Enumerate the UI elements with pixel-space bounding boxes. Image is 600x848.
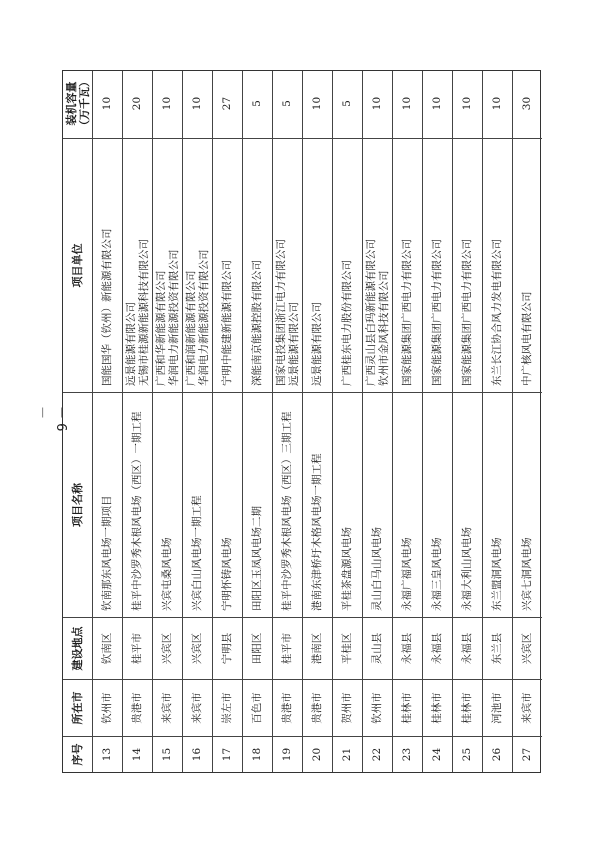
cell-city: 桂林市	[453, 679, 482, 736]
cell-city: 崇左市	[213, 679, 242, 736]
cell-project: 田阳区玉凤风电场二期	[243, 392, 272, 617]
cell-capacity: 10	[311, 96, 323, 111]
header-capacity-line1: 装机容量	[64, 81, 78, 126]
table-row	[123, 71, 153, 772]
cell-unit	[453, 138, 482, 392]
cell-capacity: 10	[431, 96, 443, 111]
unit-line: 广西灵山县白玛新能源有限公司	[364, 239, 377, 386]
cell-seq: 24	[423, 736, 452, 772]
cell-seq: 25	[453, 736, 482, 772]
table-row	[93, 71, 123, 772]
unit-line: 广西桂东电力股份有限公司	[341, 260, 353, 386]
cell-seq: 22	[363, 736, 392, 772]
table-row	[213, 71, 243, 772]
unit-line: 华润电力新能源投资有限公司	[167, 249, 180, 386]
table-row	[333, 71, 363, 772]
header-unit: 项目单位	[63, 138, 92, 392]
cell-project: 永福三皇风电场	[423, 392, 452, 617]
cell-project: 平桂茶盘源风电场	[333, 392, 362, 617]
unit-line: 远景能源有限公司	[311, 302, 323, 386]
cell-capacity: 10	[401, 96, 413, 111]
unit-line: 国能国华（钦州）新能源有限公司	[101, 228, 113, 386]
cell-seq: 16	[183, 736, 212, 772]
table-row	[423, 71, 453, 772]
cell-city: 贺州市	[333, 679, 362, 736]
cell-unit	[273, 138, 302, 392]
cell-unit	[483, 138, 512, 392]
cell-project: 钦南那东风电场一期项目	[93, 392, 122, 617]
cell-seq: 20	[303, 736, 332, 772]
cell-site: 桂平市	[273, 617, 302, 679]
unit-line: 广西和华新能源有限公司	[154, 270, 167, 386]
cell-site: 桂平市	[123, 617, 152, 679]
cell-city: 来宾市	[513, 679, 542, 736]
unit-line: 钦州市金风科技有限公司	[377, 270, 390, 386]
cell-unit	[213, 138, 242, 392]
cell-seq: 15	[153, 736, 182, 772]
cell-capacity: 10	[101, 96, 113, 111]
unit-line: 远景能源有限公司	[124, 302, 137, 386]
cell-capacity: 10	[191, 96, 203, 111]
header-project: 项目名称	[63, 392, 92, 617]
cell-city: 贵港市	[123, 679, 152, 736]
table-row	[273, 71, 303, 772]
cell-site: 永福县	[393, 617, 422, 679]
cell-unit	[363, 138, 392, 392]
table-row	[393, 71, 423, 772]
table-row	[303, 71, 333, 772]
cell-seq: 26	[483, 736, 512, 772]
cell-site: 钦南区	[93, 617, 122, 679]
unit-line: 东兰长江协合风力发电有限公司	[491, 239, 503, 386]
cell-project: 兴宾白山风电场一期工程	[183, 392, 212, 617]
unit-line: 国家电投集团浙江电力有限公司	[274, 239, 287, 386]
table-row	[453, 71, 483, 772]
cell-city: 桂林市	[393, 679, 422, 736]
cell-project: 宁明怀铸风电场	[213, 392, 242, 617]
unit-line: 广西和润新能源有限公司	[184, 270, 197, 386]
cell-site: 兴宾区	[513, 617, 542, 679]
cell-seq: 13	[93, 736, 122, 772]
cell-capacity: 5	[281, 100, 293, 107]
table-row	[183, 71, 213, 772]
cell-seq: 17	[213, 736, 242, 772]
project-table	[62, 70, 541, 773]
cell-seq: 21	[333, 736, 362, 772]
cell-site: 港南区	[303, 617, 332, 679]
unit-line: 远景能源有限公司	[287, 302, 300, 386]
table-row	[363, 71, 393, 772]
cell-city: 百色市	[243, 679, 272, 736]
cell-unit	[393, 138, 422, 392]
cell-city: 贵港市	[303, 679, 332, 736]
cell-city: 桂林市	[423, 679, 452, 736]
cell-seq: 23	[393, 736, 422, 772]
cell-capacity: 10	[461, 96, 473, 111]
unit-line: 宁明中能建新能源有限公司	[221, 260, 233, 386]
unit-line: 华润电力新能源投资有限公司	[197, 249, 210, 386]
cell-unit	[423, 138, 452, 392]
cell-seq: 19	[273, 736, 302, 772]
cell-project: 灵山白马山风电场	[363, 392, 392, 617]
cell-unit	[123, 138, 152, 392]
cell-site: 永福县	[453, 617, 482, 679]
cell-project: 兴宾七洞风电场	[513, 392, 542, 617]
unit-line: 国家能源集团广西电力有限公司	[461, 239, 473, 386]
cell-site: 平桂区	[333, 617, 362, 679]
cell-seq: 18	[243, 736, 272, 772]
unit-line: 中广核风电有限公司	[521, 291, 533, 386]
unit-line: 国家能源集团广西电力有限公司	[431, 239, 443, 386]
table-row	[153, 71, 183, 772]
table-row	[243, 71, 273, 772]
cell-project: 桂平中沙罗秀木根风电场（西区）三期工程	[273, 392, 302, 617]
cell-capacity: 20	[131, 96, 143, 111]
unit-line: 深能南京能源控股有限公司	[251, 260, 263, 386]
cell-capacity: 5	[251, 100, 263, 107]
cell-unit	[153, 138, 182, 392]
header-seq: 序号	[63, 736, 92, 772]
unit-line: 无锡市桂源新能源科技有限公司	[137, 239, 150, 386]
cell-unit	[513, 138, 542, 392]
cell-site: 宁明县	[213, 617, 242, 679]
cell-project: 永福大利山风电场	[453, 392, 482, 617]
cell-city: 来宾市	[153, 679, 182, 736]
cell-project: 桂平中沙罗秀木根风电场（西区）一期工程	[123, 392, 152, 617]
table-row	[513, 71, 542, 772]
header-site: 建设地点	[63, 617, 92, 679]
cell-project: 港南东津桥圩木格风电场一期工程	[303, 392, 332, 617]
cell-city: 来宾市	[183, 679, 212, 736]
cell-seq: 27	[513, 736, 542, 772]
cell-city: 钦州市	[93, 679, 122, 736]
cell-seq: 14	[123, 736, 152, 772]
cell-capacity: 10	[371, 96, 383, 111]
cell-site: 田阳区	[243, 617, 272, 679]
cell-site: 兴宾区	[153, 617, 182, 679]
cell-city: 贵港市	[273, 679, 302, 736]
cell-site: 灵山县	[363, 617, 392, 679]
unit-line: 国家能源集团广西电力有限公司	[401, 239, 413, 386]
page-number: － 6 －	[34, 406, 68, 432]
cell-capacity: 30	[521, 96, 533, 111]
cell-site: 兴宾区	[183, 617, 212, 679]
cell-unit	[93, 138, 122, 392]
cell-capacity: 27	[221, 96, 233, 111]
cell-site: 东兰县	[483, 617, 512, 679]
cell-unit	[333, 138, 362, 392]
cell-unit	[243, 138, 272, 392]
table-row	[483, 71, 513, 772]
cell-capacity: 5	[341, 100, 353, 107]
cell-unit	[303, 138, 332, 392]
cell-city: 钦州市	[363, 679, 392, 736]
cell-project: 兴宾屯桑风电场	[153, 392, 182, 617]
cell-unit	[183, 138, 212, 392]
cell-project: 永福广福风电场	[393, 392, 422, 617]
cell-capacity: 10	[161, 96, 173, 111]
cell-site: 永福县	[423, 617, 452, 679]
cell-project: 东兰盟洞风电场	[483, 392, 512, 617]
cell-city: 河池市	[483, 679, 512, 736]
cell-capacity: 10	[491, 96, 503, 111]
header-city: 所在市	[63, 679, 92, 736]
header-capacity-line2: （万千瓦）	[77, 76, 91, 131]
header-capacity	[63, 69, 92, 138]
